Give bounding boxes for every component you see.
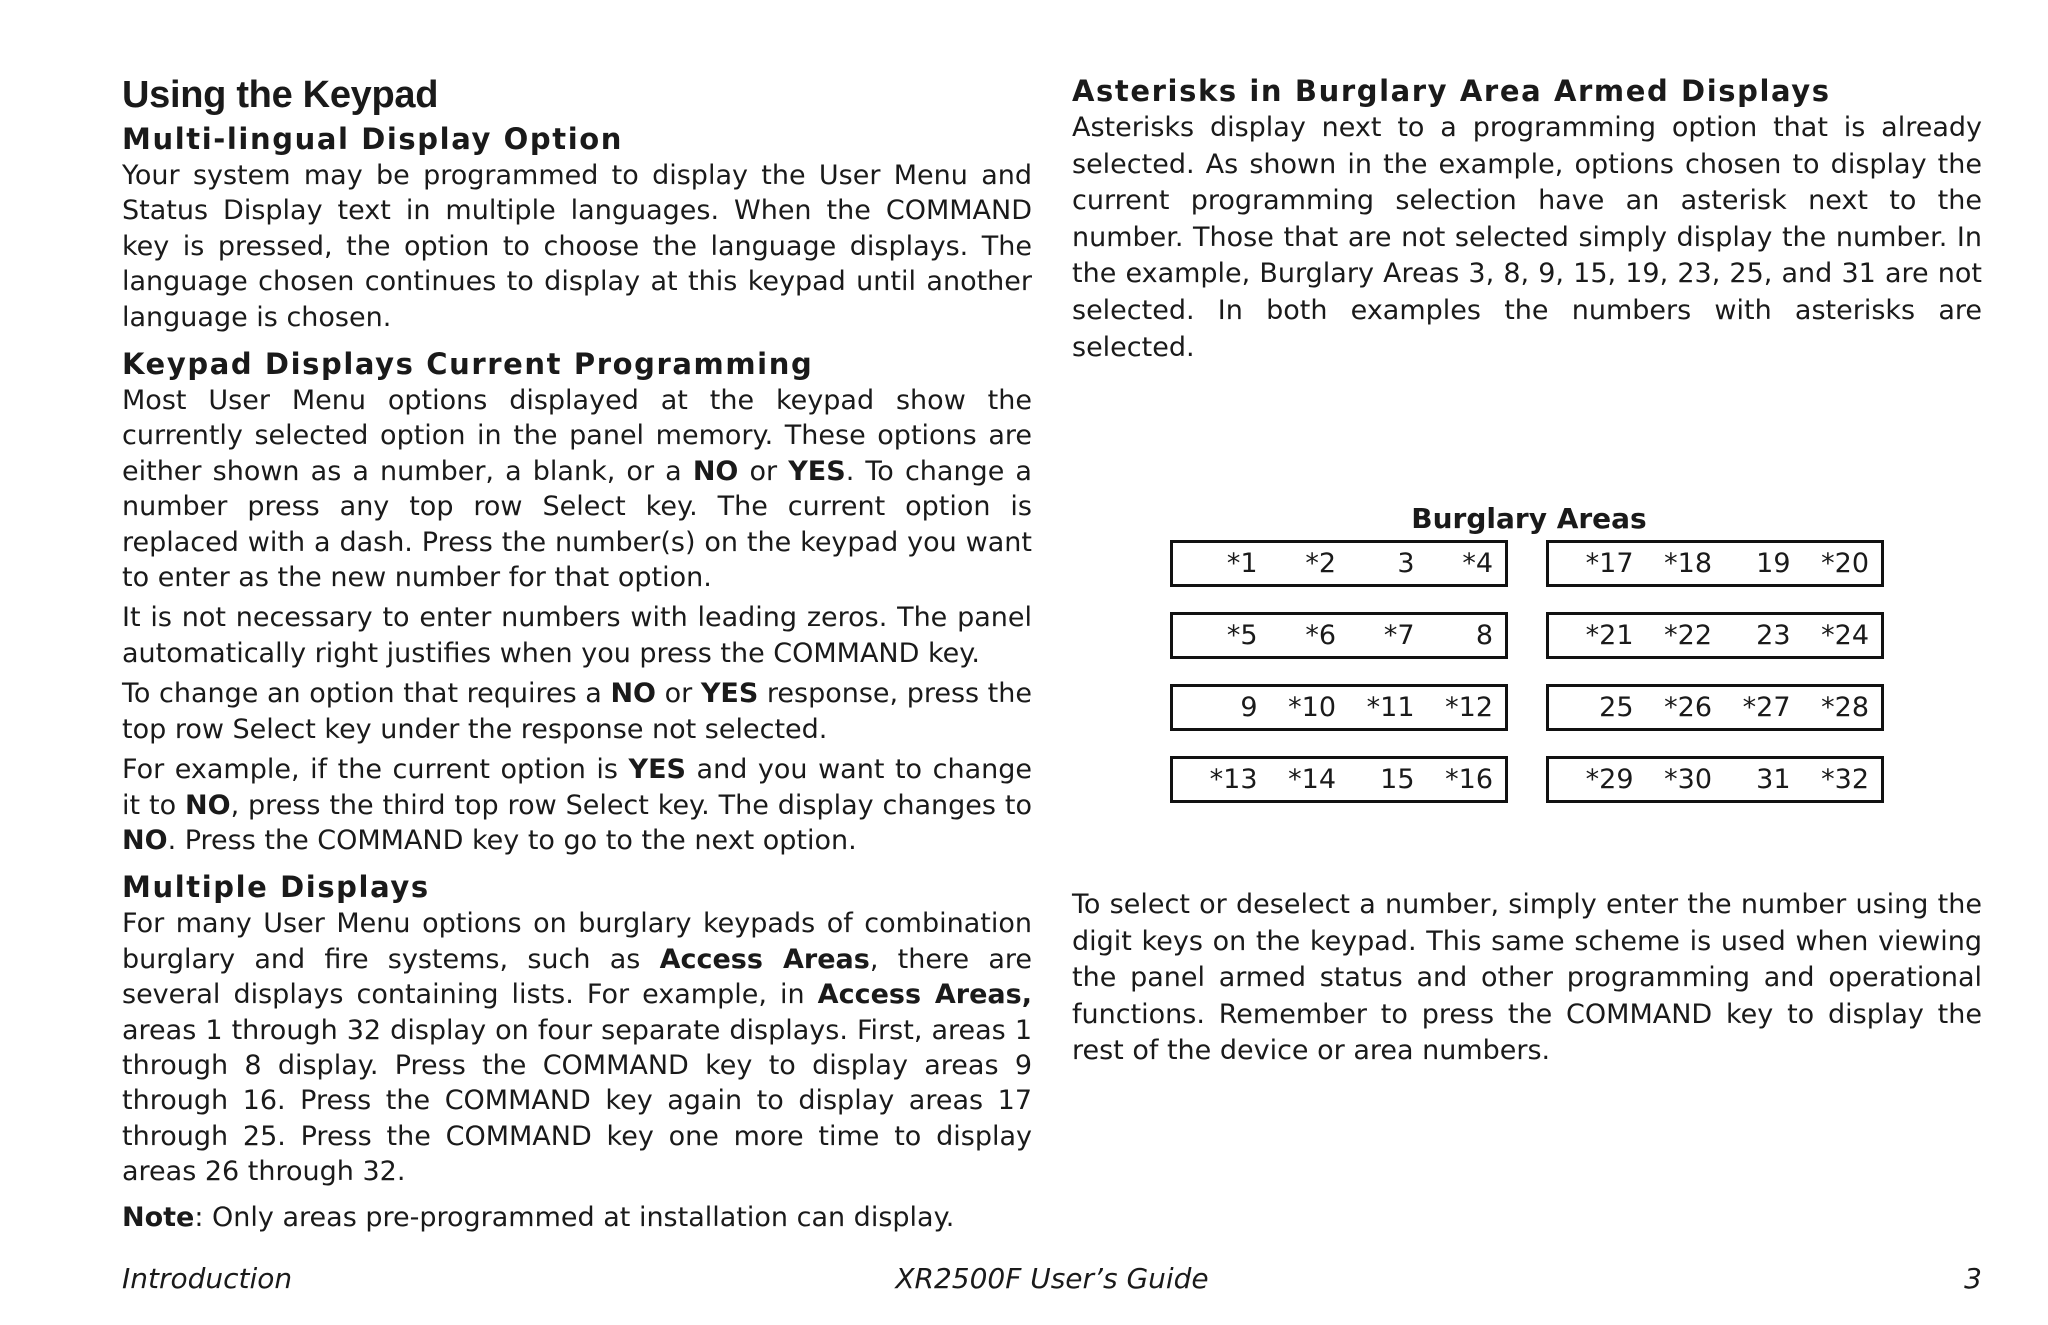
area-cell: 9 xyxy=(1240,692,1258,723)
area-cell: *32 xyxy=(1821,764,1869,795)
area-display-box xyxy=(1170,612,1508,659)
paragraph-select-deselect: To select or deselect a number, simply enter the number using the digit keys on the keypad. This same scheme is used when viewing the panel armed status and other programming and operational functions. Remember to press the COMMAND key to display the rest of the device or area numbers. xyxy=(1072,889,1982,1067)
area-cell: 25 xyxy=(1599,692,1634,723)
area-display-box xyxy=(1546,540,1884,587)
area-cell: 8 xyxy=(1475,620,1493,651)
area-cell: *18 xyxy=(1664,548,1712,579)
area-cell: *17 xyxy=(1585,548,1634,579)
area-display-box xyxy=(1546,756,1884,803)
area-display-box xyxy=(1170,684,1508,731)
area-cell: *29 xyxy=(1585,764,1634,795)
area-display-box xyxy=(1170,756,1508,803)
paragraph-current-programming-3: To change an option that requires a NO or YES response, press the top row Select key under the response not selected. xyxy=(122,678,1032,745)
area-cell: 3 xyxy=(1397,548,1415,579)
burglary-areas-grid xyxy=(1170,540,1888,803)
area-cell: *5 xyxy=(1226,620,1258,651)
area-cell: *26 xyxy=(1664,692,1712,723)
area-display-box xyxy=(1546,612,1884,659)
area-cell: *24 xyxy=(1821,620,1869,651)
area-cell: *21 xyxy=(1585,620,1634,651)
heading-multiple-displays: Multiple Displays xyxy=(122,870,430,905)
area-cell: *16 xyxy=(1445,764,1493,795)
area-cell: *22 xyxy=(1664,620,1712,651)
page-footer xyxy=(122,1262,1982,1302)
area-display-box xyxy=(1170,540,1508,587)
area-cell: *4 xyxy=(1462,548,1493,579)
left-column xyxy=(122,72,1032,1235)
area-cell: *14 xyxy=(1288,764,1336,795)
area-cell: *12 xyxy=(1445,692,1493,723)
area-cell: 15 xyxy=(1380,764,1415,795)
burglary-areas-figure xyxy=(1170,500,1888,803)
paragraph-current-programming-2: It is not necessary to enter numbers with leading zeros. The panel automatically right justifies when you press the COMMAND key. xyxy=(122,602,1032,669)
heading-current-programming: Keypad Displays Current Programming xyxy=(122,347,814,382)
area-cell: *2 xyxy=(1305,548,1336,579)
right-column xyxy=(1072,72,1982,1067)
note-paragraph: Note: Only areas pre-programmed at installation can display. xyxy=(122,1201,955,1233)
area-cell: *28 xyxy=(1821,692,1869,723)
after-figure-text xyxy=(1072,887,1982,1070)
paragraph-current-programming-1: Most User Menu options displayed at the keypad show the currently selected option in the panel memory. These options are either shown as a number, a blank, or a NO or YES. To change a number press any top row Select key. The current option is replaced with a dash. Press the number(s) on the keypad you want to enter as the new number for that option. xyxy=(122,385,1032,594)
paragraph-current-programming-4: For example, if the current option is YES and you want to change it to NO, press the third top row Select key. The display changes to NO. Press the COMMAND key to go to the next option. xyxy=(122,754,1032,856)
area-cell: *10 xyxy=(1288,692,1336,723)
area-cell: *1 xyxy=(1226,548,1258,579)
area-cell: *27 xyxy=(1742,692,1791,723)
paragraph-multiple-displays: For many User Menu options on burglary keypads of combination burglary and fire systems, such as Access Areas, there are several displays containing lists. For example, in Access Areas, areas 1 through 32 display on four separate displays. First, areas 1 through 8 display. Press the COMMAND key to display areas 9 through 16. Press the COMMAND key again to display areas 17 through 25. Press the COMMAND key one more time to display areas 26 through 32. xyxy=(122,908,1033,1188)
area-cell: 31 xyxy=(1756,764,1791,795)
paragraph-asterisks: Asterisks display next to a programming option that is already selected. As shown in the example, options chosen to display the current programming selection have an asterisk next to the number. Those that are not selected simply display the number. In the example, Burglary Areas 3, 8, 9, 15, 19, 23, 25, and 31 are not selected. In both examples the numbers with asterisks are selected. xyxy=(1072,112,1982,363)
area-cell: *13 xyxy=(1209,764,1258,795)
area-display-box xyxy=(1546,684,1884,731)
area-cell: *11 xyxy=(1366,692,1415,723)
area-cell: 23 xyxy=(1756,620,1791,651)
area-cell: *6 xyxy=(1305,620,1336,651)
footer-page-number: 3 xyxy=(1964,1262,1982,1295)
paragraph-multilingual: Your system may be programmed to display the User Menu and Status Display text in multiple languages. When the COMMAND key is pressed, the option to choose the language displays. The language chosen continues to display at this keypad until another language is chosen. xyxy=(122,160,1032,333)
heading-multilingual: Multi-lingual Display Option xyxy=(122,122,624,156)
footer-section: Introduction xyxy=(122,1262,293,1295)
area-cell: *7 xyxy=(1383,620,1415,651)
area-cell: *20 xyxy=(1821,548,1869,579)
area-cell: 19 xyxy=(1756,548,1791,579)
footer-doc-title: XR2500F User’s Guide xyxy=(895,1262,1209,1295)
page-title: Using the Keypad xyxy=(122,74,439,116)
burglary-areas-title: Burglary Areas xyxy=(1411,502,1647,535)
area-cell: *30 xyxy=(1664,764,1712,795)
heading-asterisks: Asterisks in Burglary Area Armed Displays xyxy=(1072,74,1831,108)
